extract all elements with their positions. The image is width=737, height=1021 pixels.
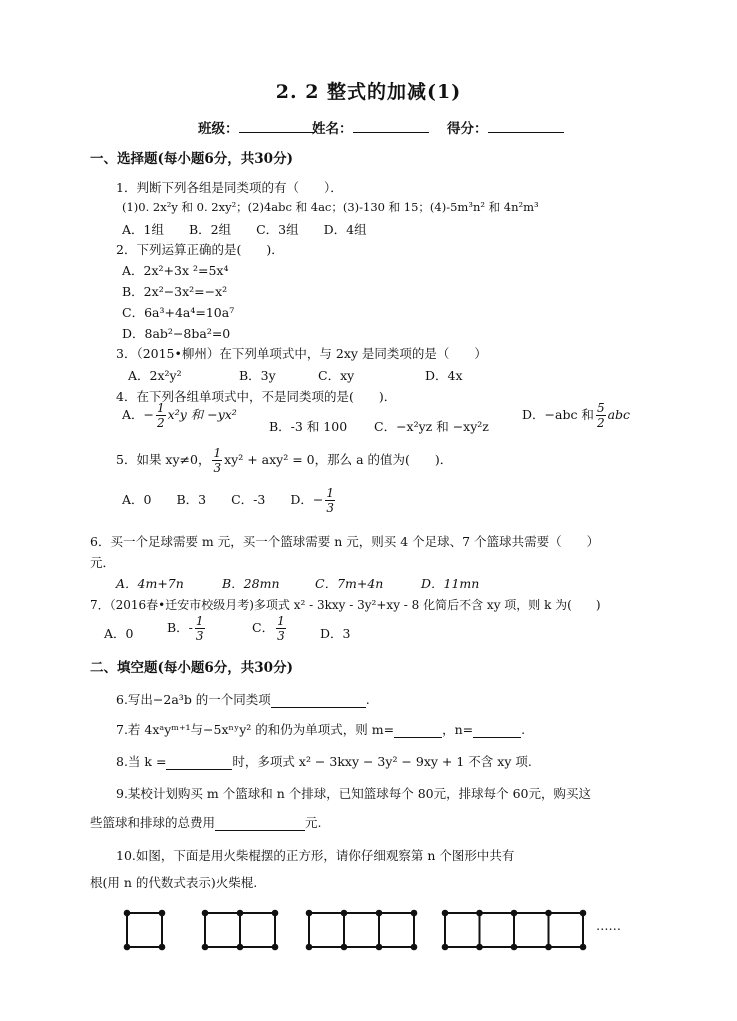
q3-option-c: C．xy xyxy=(318,368,355,383)
q3-option-b: B．3y xyxy=(239,368,276,383)
q6-option-c: C．7m+4n xyxy=(315,576,384,591)
q5-rest: xy² + axy² = 0，那么 a 的值为( )． xyxy=(224,452,453,467)
q12-line2: 根(用 n 的代数式表示)火柴棍. xyxy=(90,875,258,890)
q11-end: 元. xyxy=(305,815,322,830)
q7-stem: 7．（2016春•迁安市校级月考)多项式 x² - 3kxy - 3y²+xy - 8 化简后不含 xy 项，则 k 为( ) xyxy=(90,598,601,612)
q6-option-b: B．28mn xyxy=(222,576,280,591)
q11-text: 些篮球和排球的总费用 xyxy=(90,815,216,830)
q4-a-prefix: A．− xyxy=(122,407,155,422)
q3-option-d: D．4x xyxy=(425,368,463,383)
section-fill-heading: 二、填空题(每小题6分，共30分) xyxy=(90,660,293,676)
q6-line1: 6．买一个足球需要 m 元，买一个篮球需要 n 元，则买 4 个足球、7 个篮球共需要（ ） xyxy=(90,534,600,549)
figure-3 xyxy=(309,913,414,947)
q5-prefix: 5．如果 xy≠0， xyxy=(116,452,211,467)
q2-option-d: D．8ab²−8ba²=0 xyxy=(122,326,231,341)
q4-stem: 4．在下列各组单项式中，不是同类项的是( )． xyxy=(116,389,397,404)
figure-4 xyxy=(445,913,583,947)
q5-options-text: A．0 B．3 C．-3 D．− xyxy=(122,492,324,507)
q4-option-b: B．-3 和 100 xyxy=(269,419,348,434)
q9-n-label: ，n= xyxy=(442,722,474,737)
q4-a-numerator: 1 xyxy=(157,401,165,415)
q4-a-denominator: 2 xyxy=(157,416,165,430)
q4-d-numerator: 5 xyxy=(596,401,605,415)
q10-text: 8.当 k = xyxy=(116,754,167,769)
page-title: 2. 2 整式的加减(1) xyxy=(275,81,462,103)
q4-option-c: C．−x²yz 和 −xy²z xyxy=(374,419,489,434)
q6-option-d: D．11mn xyxy=(421,576,480,591)
q7-b-numerator: 1 xyxy=(195,614,204,628)
q4-a-rest: x²y 和 −yx² xyxy=(167,407,237,422)
figure-1 xyxy=(127,913,162,947)
q7-b-denominator: 3 xyxy=(195,629,204,643)
q5-d-denominator: 3 xyxy=(326,501,334,515)
section-choice-heading: 一、选择题(每小题6分，共30分) xyxy=(90,151,293,167)
q3-stem: 3．（2015•柳州）在下列单项式中，与 2xy 是同类项的是（ ） xyxy=(116,346,487,361)
q2-option-c: C．6a³+4a⁴=10a⁷ xyxy=(122,305,235,320)
q5-numerator: 1 xyxy=(213,446,222,460)
q12-line1: 10.如图，下面是用火柴棍摆的正方形，请你仔细观察第 n 个图形中共有 xyxy=(116,848,515,863)
q1-options: A．1组 B．2组 C．3组 D．4组 xyxy=(122,222,367,237)
q6-option-a: A．4m+7n xyxy=(116,576,184,591)
q2-option-a: A．2x²+3x ²=5x⁴ xyxy=(122,263,229,278)
name-label: 姓名： xyxy=(312,121,353,137)
q4-d-prefix: D．−abc 和 xyxy=(522,407,594,422)
q7-c-prefix: C． xyxy=(252,620,275,635)
q2-option-b: B．2x²−3x²=−x² xyxy=(122,284,228,299)
q8-text: 6.写出−2a³b 的一个同类项 xyxy=(116,692,271,707)
q5-denominator: 3 xyxy=(213,461,222,475)
q2-stem: 2．下列运算正确的是( )． xyxy=(116,242,284,257)
q1-stem: 1．判断下列各组是同类项的有（ ）． xyxy=(116,180,343,195)
q4-d-rest: abc xyxy=(607,407,631,422)
q8-end: . xyxy=(365,692,370,707)
figure-ellipsis: …… xyxy=(596,918,621,933)
class-label: 班级： xyxy=(198,121,239,137)
q7-option-d: D．3 xyxy=(320,626,351,641)
q7-c-denominator: 3 xyxy=(277,629,285,643)
q3-option-a: A．2x²y² xyxy=(128,368,182,383)
q4-d-denominator: 2 xyxy=(596,416,605,430)
score-label: 得分： xyxy=(447,121,488,137)
q6-line2: 元． xyxy=(90,555,116,570)
q9-text: 7.若 4xᵃyᵐ⁺¹与−5xⁿʸy² 的和仍为单项式，则 m= xyxy=(116,722,395,737)
q7-c-numerator: 1 xyxy=(277,614,285,628)
q7-option-a: A．0 xyxy=(104,626,134,641)
q9-end: . xyxy=(521,722,526,737)
q10-rest: 时，多项式 x² − 3kxy − 3y² − 9xy + 1 不含 xy 项. xyxy=(232,754,532,769)
q5-d-numerator: 1 xyxy=(326,486,334,500)
q1-parts: (1)0. 2x²y 和 0. 2xy²；(2)4abc 和 4ac；(3)-130 和 15；(4)-5m³n² 和 4n²m³ xyxy=(122,200,539,214)
figure-2 xyxy=(205,913,275,947)
q7-b-prefix: B．- xyxy=(167,620,193,635)
q11-line1: 9.某校计划购买 m 个篮球和 n 个排球，已知篮球每个 80元，排球每个 60元，购买这 xyxy=(116,786,591,801)
